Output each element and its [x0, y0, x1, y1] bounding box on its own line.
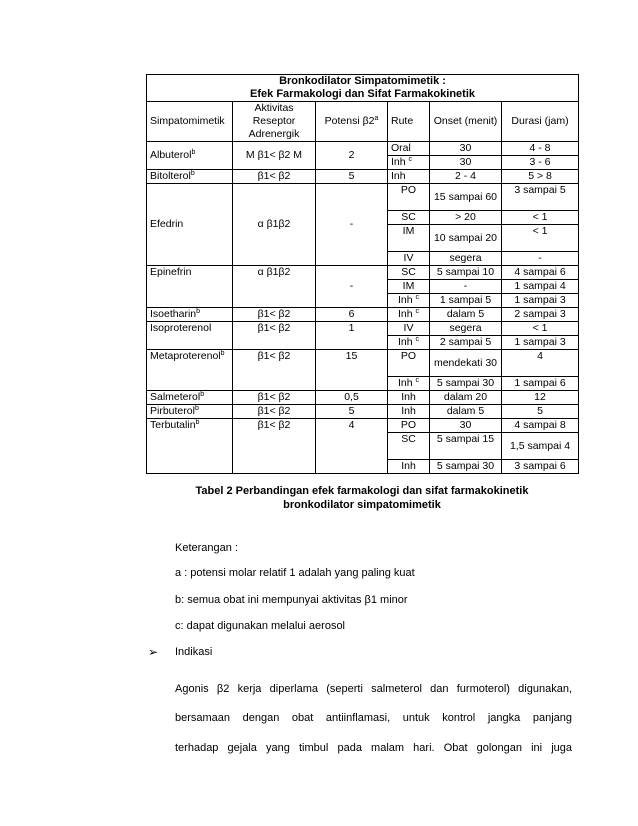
duration: 1 sampai 4	[502, 280, 579, 294]
duration: 2 sampai 3	[502, 308, 579, 322]
duration: 1 sampai 3	[502, 294, 579, 308]
drug-note: b	[200, 391, 205, 398]
duration: < 1	[502, 211, 579, 225]
route-note: c	[415, 336, 420, 343]
duration: 4 - 8	[502, 142, 579, 156]
onset: 2 - 4	[430, 170, 502, 184]
duration: 5	[502, 405, 579, 419]
header-duration: Durasi (jam)	[502, 102, 579, 142]
header-onset: Onset (menit)	[430, 102, 502, 142]
drug-note: b	[191, 149, 196, 156]
drug-note: b	[190, 170, 195, 177]
duration: < 1	[502, 225, 579, 252]
drug-name: Terbutalin	[150, 419, 196, 431]
drug-activity: β1< β2	[233, 405, 316, 419]
route: Oral	[391, 142, 411, 154]
onset: -	[430, 280, 502, 294]
table-row	[147, 142, 579, 156]
duration: 4 sampai 6	[502, 266, 579, 280]
drug-activity: α β1β2	[233, 184, 316, 266]
drug-note: b	[195, 419, 200, 426]
note-c: c: dapat digunakan melalui aerosol	[175, 620, 346, 632]
route-note: c	[415, 377, 420, 384]
duration: -	[502, 252, 579, 266]
onset: 15 sampai 60	[430, 184, 502, 211]
route: Inh	[388, 170, 430, 184]
onset: 5 sampai 30	[430, 377, 502, 391]
drug-potency: 6	[316, 308, 388, 322]
onset: dalam 20	[430, 391, 502, 405]
drug-note: b	[196, 308, 201, 315]
table-row	[147, 266, 579, 280]
paragraph-line: terhadap gejala yang timbul pada malam hari. Obat golongan ini juga	[175, 742, 572, 754]
table-title-line-1: Bronkodilator Simpatomimetik :	[279, 75, 446, 87]
paragraph-line: Agonis β2 kerja diperlama (seperti salmeterol dan furmoterol) digunakan,	[175, 683, 572, 695]
header-drug: Simpatomimetik	[147, 102, 233, 142]
route: IM	[388, 280, 430, 294]
drug-activity: β1< β2	[233, 391, 316, 405]
table-row	[147, 350, 579, 377]
onset: 2 sampai 5	[430, 336, 502, 350]
drug-potency: -	[316, 184, 388, 266]
onset: 30	[430, 419, 502, 433]
onset: mendekati 30	[430, 350, 502, 377]
onset: 30	[430, 156, 502, 170]
route: PO	[388, 419, 430, 433]
onset: dalam 5	[430, 405, 502, 419]
route: Inh	[397, 308, 413, 320]
onset: 1 sampai 5	[430, 294, 502, 308]
header-potency-note: a	[374, 115, 379, 122]
header-route: Rute	[388, 102, 430, 142]
duration: < 1	[502, 322, 579, 336]
table-row	[147, 170, 579, 184]
drug-name: Salmeterol	[150, 391, 201, 403]
notes-heading: Keterangan :	[175, 542, 238, 554]
table-title-row	[147, 75, 579, 102]
drug-activity: β1< β2	[233, 170, 316, 184]
drug-activity: α β1β2	[233, 266, 316, 308]
table-row	[147, 308, 579, 322]
onset: segera	[430, 252, 502, 266]
onset: 5 sampai 15	[430, 433, 502, 460]
route: Inh	[397, 336, 413, 348]
drug-potency: 5	[316, 170, 388, 184]
route: IV	[388, 252, 430, 266]
table-header-row	[147, 102, 579, 142]
table-row	[147, 405, 579, 419]
route: SC	[388, 266, 430, 280]
duration: 5 > 8	[502, 170, 579, 184]
table-caption-line-2: bronkodilator simpatomimetik	[283, 499, 441, 511]
onset: 5 sampai 30	[430, 460, 502, 474]
arrow-bullet-icon: ➢	[148, 645, 159, 659]
drug-potency: 1	[316, 322, 388, 350]
drug-potency: 2	[316, 142, 388, 170]
onset: dalam 5	[430, 308, 502, 322]
paragraph-line: bersamaan dengan obat antiinflamasi, untuk kontrol jangka panjang	[175, 712, 572, 724]
drug-activity: β1< β2	[233, 350, 316, 391]
route: Inh	[388, 391, 430, 405]
route: IV	[388, 322, 430, 336]
duration: 1,5 sampai 4	[502, 433, 579, 460]
section-title: Indikasi	[175, 646, 213, 658]
drug-name: Isoetharin	[150, 308, 197, 320]
duration: 3 sampai 6	[502, 460, 579, 474]
drug-potency: 5	[316, 405, 388, 419]
route: PO	[388, 184, 430, 211]
route: Inh	[397, 294, 413, 306]
route: IM	[388, 225, 430, 252]
duration: 4	[502, 350, 579, 377]
drug-note: b	[194, 405, 199, 412]
duration: 3 sampai 5	[502, 184, 579, 211]
header-activity: Aktivitas Reseptor Adrenergik	[233, 102, 316, 142]
route: PO	[388, 350, 430, 377]
duration: 1 sampai 6	[502, 377, 579, 391]
drug-activity: β1< β2	[233, 308, 316, 322]
drug-name: Metaproterenol	[150, 350, 221, 362]
duration: 1 sampai 3	[502, 336, 579, 350]
drug-name: Pirbuterol	[150, 405, 195, 417]
route: Inh	[388, 460, 430, 474]
table-title-line-2: Efek Farmakologi dan Sifat Farmakokinetik	[250, 88, 475, 100]
note-a: a : potensi molar relatif 1 adalah yang paling kuat	[175, 567, 415, 579]
route: Inh	[397, 377, 413, 389]
drug-name: Efedrin	[147, 184, 233, 266]
drug-activity: β1< β2	[233, 419, 316, 474]
drug-note: b	[220, 350, 225, 357]
table-row	[147, 419, 579, 433]
note-b: b: semua obat ini mempunyai aktivitas β1 minor	[175, 594, 408, 606]
drug-activity: M β1< β2 M	[233, 142, 316, 170]
onset: 10 sampai 20	[430, 225, 502, 252]
table-row	[147, 184, 579, 211]
drug-name: Epinefrin	[147, 266, 233, 308]
duration: 4 sampai 8	[502, 419, 579, 433]
duration: 12	[502, 391, 579, 405]
drug-name: Albuterol	[150, 149, 192, 161]
header-potency: Potensi β2	[324, 115, 375, 127]
drug-potency: 15	[316, 350, 388, 391]
drug-activity: β1< β2	[233, 322, 316, 350]
pharmacology-table	[146, 74, 579, 474]
route: Inh	[388, 405, 430, 419]
route-note: c	[408, 156, 413, 163]
onset: segera	[430, 322, 502, 336]
onset: 5 sampai 10	[430, 266, 502, 280]
drug-potency: -	[316, 266, 388, 308]
table-caption-line-1: Tabel 2 Perbandingan efek farmakologi dan sifat farmakokinetik	[195, 485, 529, 497]
route: SC	[388, 433, 430, 460]
duration: 3 - 6	[502, 156, 579, 170]
drug-potency: 0,5	[316, 391, 388, 405]
onset: 30	[430, 142, 502, 156]
drug-name: Bitolterol	[150, 170, 191, 182]
drug-name: Isoproterenol	[147, 322, 233, 350]
table-caption	[146, 484, 578, 512]
route: Inh	[391, 156, 406, 168]
onset: > 20	[430, 211, 502, 225]
route: SC	[388, 211, 430, 225]
route-note: c	[415, 308, 420, 315]
table-row	[147, 322, 579, 336]
table-row	[147, 391, 579, 405]
route-note: c	[415, 294, 420, 301]
drug-potency: 4	[316, 419, 388, 474]
